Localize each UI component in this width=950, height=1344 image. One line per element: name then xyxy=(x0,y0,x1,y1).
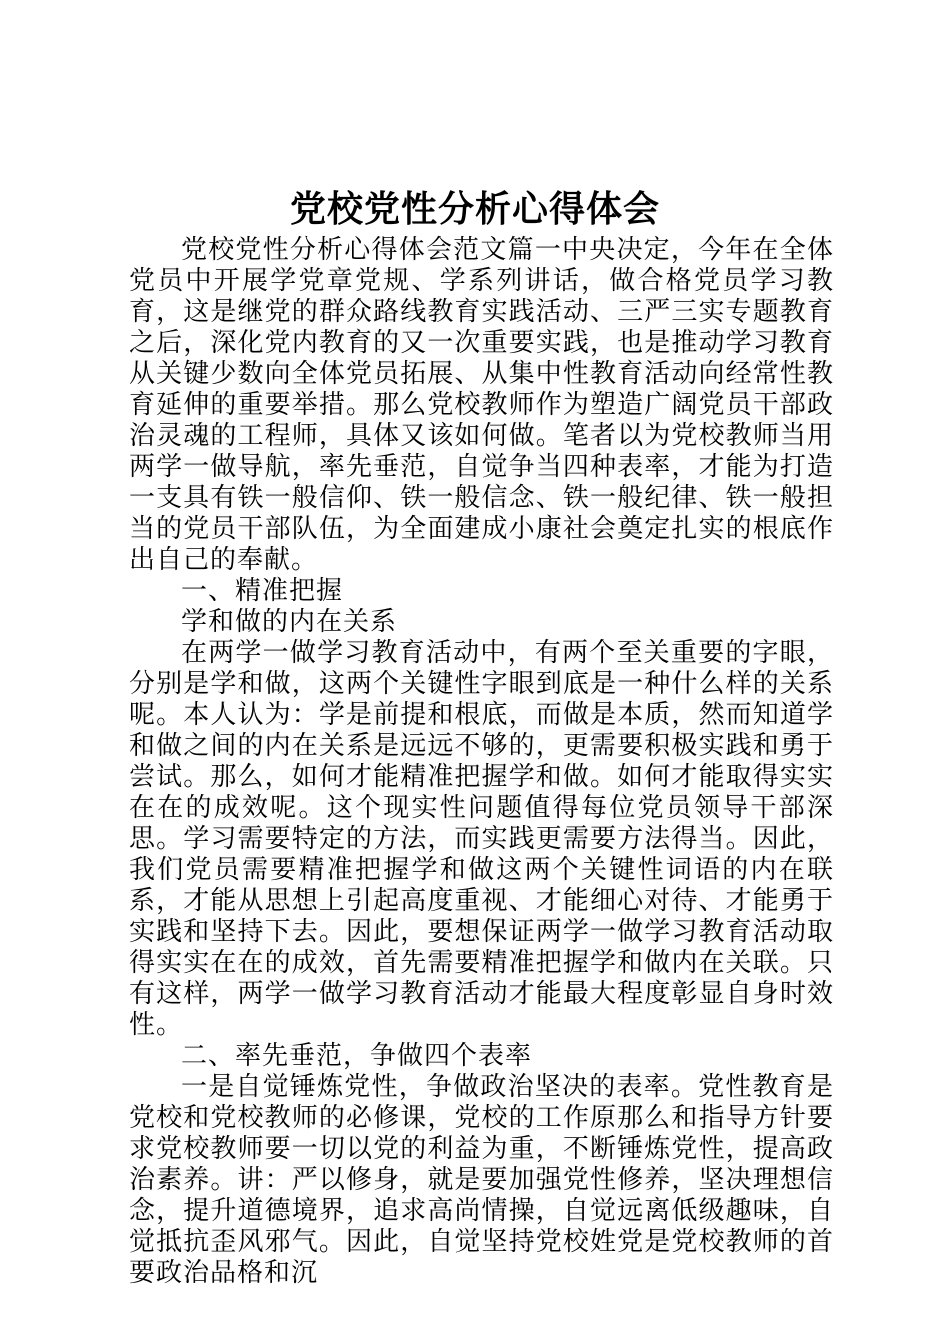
section-heading-2: 二、率先垂范，争做四个表率 xyxy=(181,1041,533,1071)
section-heading-1: 一、精准把握 xyxy=(181,576,344,606)
document-body xyxy=(129,235,834,1289)
section-subheading-1: 学和做的内在关系 xyxy=(181,607,398,637)
paragraph-intro: 党校党性分析心得体会范文篇一中央决定，今年在全体党员中开展学党章党规、学系列讲话，做合格党员学习教育，这是继党的群众路线教育实践活动、三严三实专题教育之后，深化党内教育的又一次重要实践，也是推动学习教育从关键少数向全体党员拓展、从集中性教育活动向经常性教育延伸的重要举措。那么党校教师作为塑造广阔党员干部政治灵魂的工程师，具体又该如何做。笔者以为党校教师当用两学一做导航，率先垂范，自觉争当四种表率，才能为打造一支具有铁一般信仰、铁一般信念、铁一般纪律、铁一般担当的党员干部队伍，为全面建成小康社会奠定扎实的根底作出自己的奉献。 xyxy=(129,235,834,575)
document-title: 党校党性分析心得体会 xyxy=(289,188,660,230)
paragraph-party-spirit: 一是自觉锤炼党性，争做政治坚决的表率。党性教育是党校和党校教师的必修课，党校的工作原那么和指导方针要求党校教师要一切以党的利益为重，不断锤炼党性，提高政治素养。讲：严以修身，就是要加强党性修养，坚决理想信念，提升道德境界，追求高尚情操，自觉远离低级趣味，自觉抵抗歪风邪气。因此，自觉坚持党校姓党是党校教师的首要政治品格和沉 xyxy=(129,1072,834,1288)
paragraph-learn-and-do: 在两学一做学习教育活动中，有两个至关重要的字眼，分别是学和做，这两个关键性字眼到底是一种什么样的关系呢。本人认为：学是前提和根底，而做是本质，然而知道学和做之间的内在关系是远远不够的，更需要积极实践和勇于尝试。那么，如何才能精准把握学和做。如何才能取得实实在在的成效呢。这个现实性问题值得每位党员领导干部深思。学习需要特定的方法，而实践更需要方法得当。因此，我们党员需要精准把握学和做这两个关键性词语的内在联系，才能从思想上引起高度重视、才能细心对待、才能勇于实践和坚持下去。因此，要想保证两学一做学习教育活动取得实实在在的成效，首先需要精准把握学和做内在关联。只有这样，两学一做学习教育活动才能最大程度彰显自身时效性。 xyxy=(129,638,834,1040)
